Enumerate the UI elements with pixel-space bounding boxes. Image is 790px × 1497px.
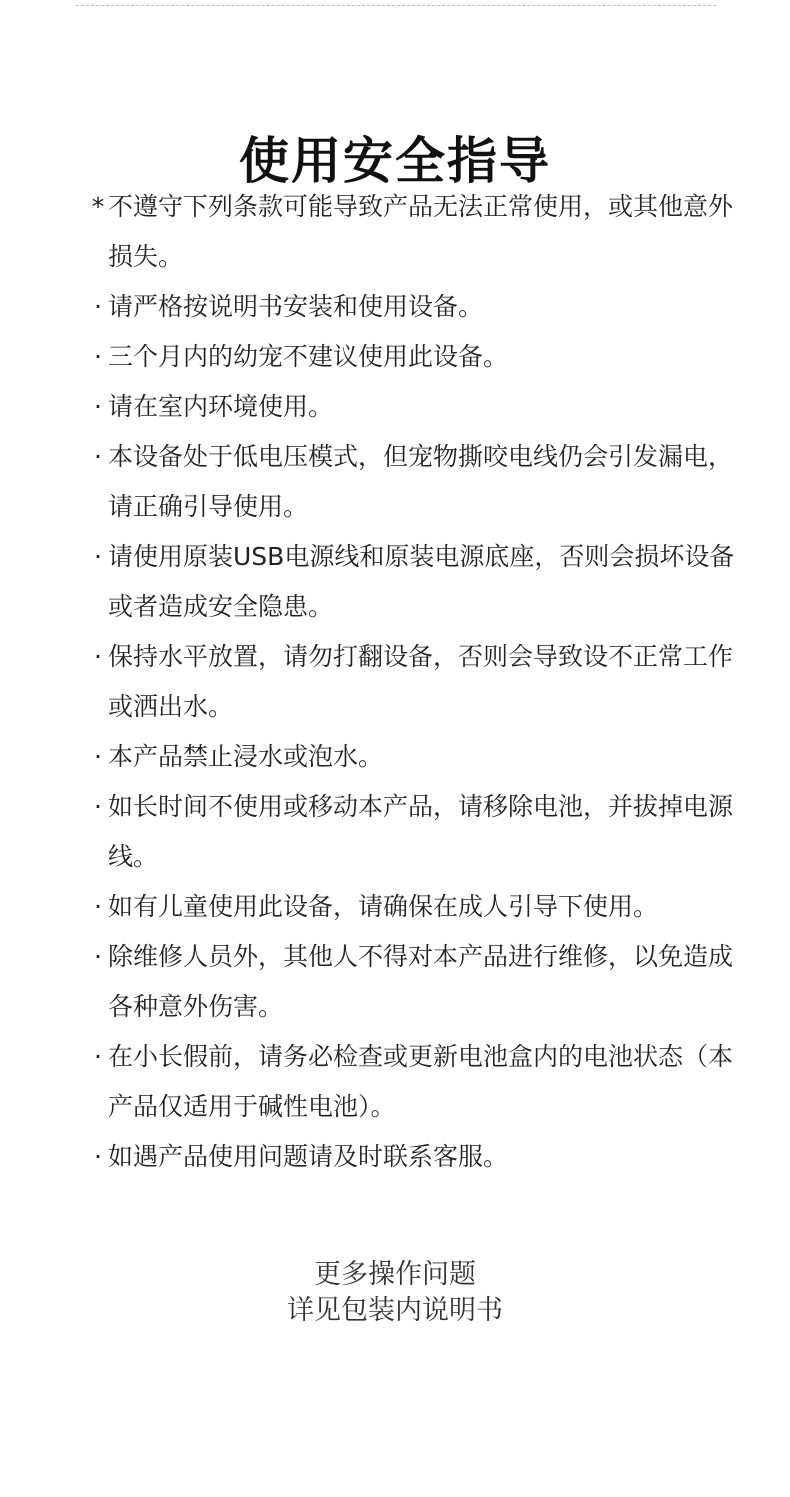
list-item-text: 除维修人员外，其他人不得对本产品进行维修，以免造成各种意外伤害。 [108,942,734,1021]
list-item [88,632,748,732]
footer-note [0,1257,790,1329]
safety-guideline-list [88,182,748,1182]
list-item [88,882,748,932]
bullet-marker: · [94,392,102,421]
list-item-text: 如长时间不使用或移动本产品，请移除电池，并拔掉电源线。 [108,792,734,871]
list-item [88,532,748,632]
list-item-text: 保持水平放置，请勿打翻设备，否则会导致设不正常工作或洒出水。 [108,642,734,721]
bullet-marker: · [94,642,102,671]
asterisk-marker: * [91,192,105,221]
list-item [88,732,748,782]
list-item [88,932,748,1032]
page-title: 使用安全指导 [239,131,551,190]
bullet-marker: · [94,542,102,571]
list-item-text: 请使用原装USB电源线和原装电源底座，否则会损坏设备或者造成安全隐患。 [108,542,735,621]
bullet-marker: · [94,742,102,771]
list-item [88,282,748,332]
list-item [88,332,748,382]
list-item [88,782,748,882]
list-item-text: 本产品禁止浸水或泡水。 [108,742,384,771]
list-item-text: 请在室内环境使用。 [108,392,334,421]
bullet-marker: · [94,942,102,971]
bullet-marker: · [94,292,102,321]
bullet-marker: · [94,892,102,921]
bullet-marker: · [94,342,102,371]
footer-line-more-questions: 更多操作问题 [314,1259,476,1290]
top-divider [76,5,716,6]
bullet-marker: · [94,1042,102,1071]
bullet-marker: · [94,1142,102,1171]
list-item [88,1032,748,1132]
notice-text: 不遵守下列条款可能导致产品无法正常使用，或其他意外损失。 [108,192,734,271]
list-item-text: 如有儿童使用此设备，请确保在成人引导下使用。 [108,892,659,921]
list-item-text: 请严格按说明书安装和使用设备。 [108,292,484,321]
list-item [88,382,748,432]
list-item-text: 如遇产品使用问题请及时联系客服。 [108,1142,509,1171]
list-item-text: 三个月内的幼宠不建议使用此设备。 [108,342,509,371]
list-item [88,432,748,532]
list-item [88,1132,748,1182]
bullet-marker: · [94,442,102,471]
list-item-text: 在小长假前，请务必检查或更新电池盒内的电池状态（本产品仅适用于碱性电池）。 [108,1042,734,1121]
bullet-marker: · [94,792,102,821]
footer-line-see-manual: 详见包装内说明书 [287,1295,503,1326]
list-item-text: 本设备处于低电压模式，但宠物撕咬电线仍会引发漏电，请正确引导使用。 [108,442,734,521]
notice-item [88,182,748,282]
